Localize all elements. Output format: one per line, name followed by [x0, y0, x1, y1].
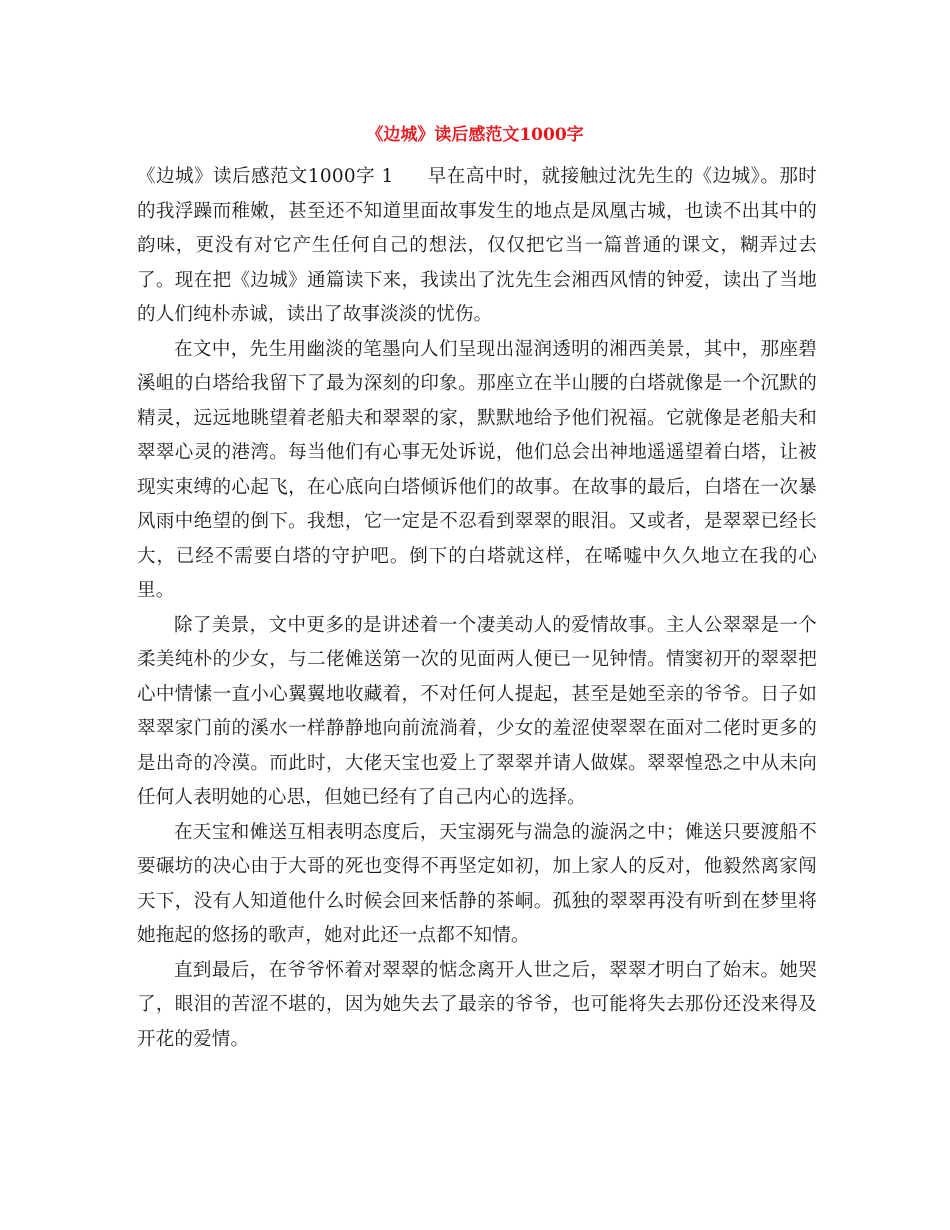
paragraph-2: 在文中，先生用幽淡的笔墨向人们呈现出湿润透明的湘西美景，其中，那座碧溪岨的白塔给我留下了最为深刻的印象。那座立在半山腰的白塔就像是一个沉默的精灵，远远地眺望着老船夫和翠翠的家，默默地给予他们祝福。它就像是老船夫和翠翠心灵的港湾。每当他们有心事无处诉说，他们总会出神地遥遥望着白塔，让被现实束缚的心起飞，在心底向白塔倾诉他们的故事。在故事的最后，白塔在一次暴风雨中绝望的倒下。我想，它一定是不忍看到翠翠的眼泪。又或者，是翠翠已经长大，已经不需要白塔的守护吧。倒下的白塔就这样，在唏嘘中久久地立在我的心里。 — [137, 338, 817, 601]
paragraph-4: 在天宝和傩送互相表明态度后，天宝溺死与湍急的漩涡之中；傩送只要渡船不要碾坊的决心由于大哥的死也变得不再坚定如初，加上家人的反对，他毅然离家闯天下，没有人知道他什么时候会回来恬静的茶峒。孤独的翠翠再没有听到在梦里将她拖起的悠扬的歌声，她对此还一点都不知情。 — [137, 821, 817, 946]
paragraph-5: 直到最后，在爷爷怀着对翠翠的惦念离开人世之后，翠翠才明白了始末。她哭了，眼泪的苦涩不堪的，因为她失去了最亲的爷爷，也可能将失去那份还没来得及开花的爱情。 — [137, 959, 817, 1050]
document-title: 《边城》读后感范文1000字 — [366, 125, 584, 145]
paragraph-3: 除了美景，文中更多的是讲述着一个凄美动人的爱情故事。主人公翠翠是一个柔美纯朴的少女，与二佬傩送第一次的见面两人便已一见钟情。情窦初开的翠翠把心中情愫一直小心翼翼地收藏着，不对任何人提起，甚至是她至亲的爷爷。日子如翠翠家门前的溪水一样静静地向前流淌着，少女的羞涩使翠翠在面对二佬时更多的是出奇的冷漠。而此时，大佬天宝也爱上了翠翠并请人做媒。翠翠惶恐之中从未向任何人表明她的心思，但她已经有了自己内心的选择。 — [137, 614, 817, 808]
paragraph-1 — [137, 160, 817, 333]
paragraph-1-text: 早在高中时，就接触过沈先生的《边城》。那时的我浮躁而稚嫩，甚至还不知道里面故事发生的地点是凤凰古城，也读不出其中的韵味，更没有对它产生任何自己的想法，仅仅把它当一篇普通的课文，糊弄过去了。现在把《边城》通篇读下来，我读出了沈先生会湘西风情的钟爱，读出了当地的人们纯朴赤诚，读出了故事淡淡的忧伤。 — [137, 166, 818, 325]
paragraph-lead-heading: 《边城》读后感范文1000字 1 — [137, 166, 394, 187]
document-body — [137, 160, 817, 1057]
